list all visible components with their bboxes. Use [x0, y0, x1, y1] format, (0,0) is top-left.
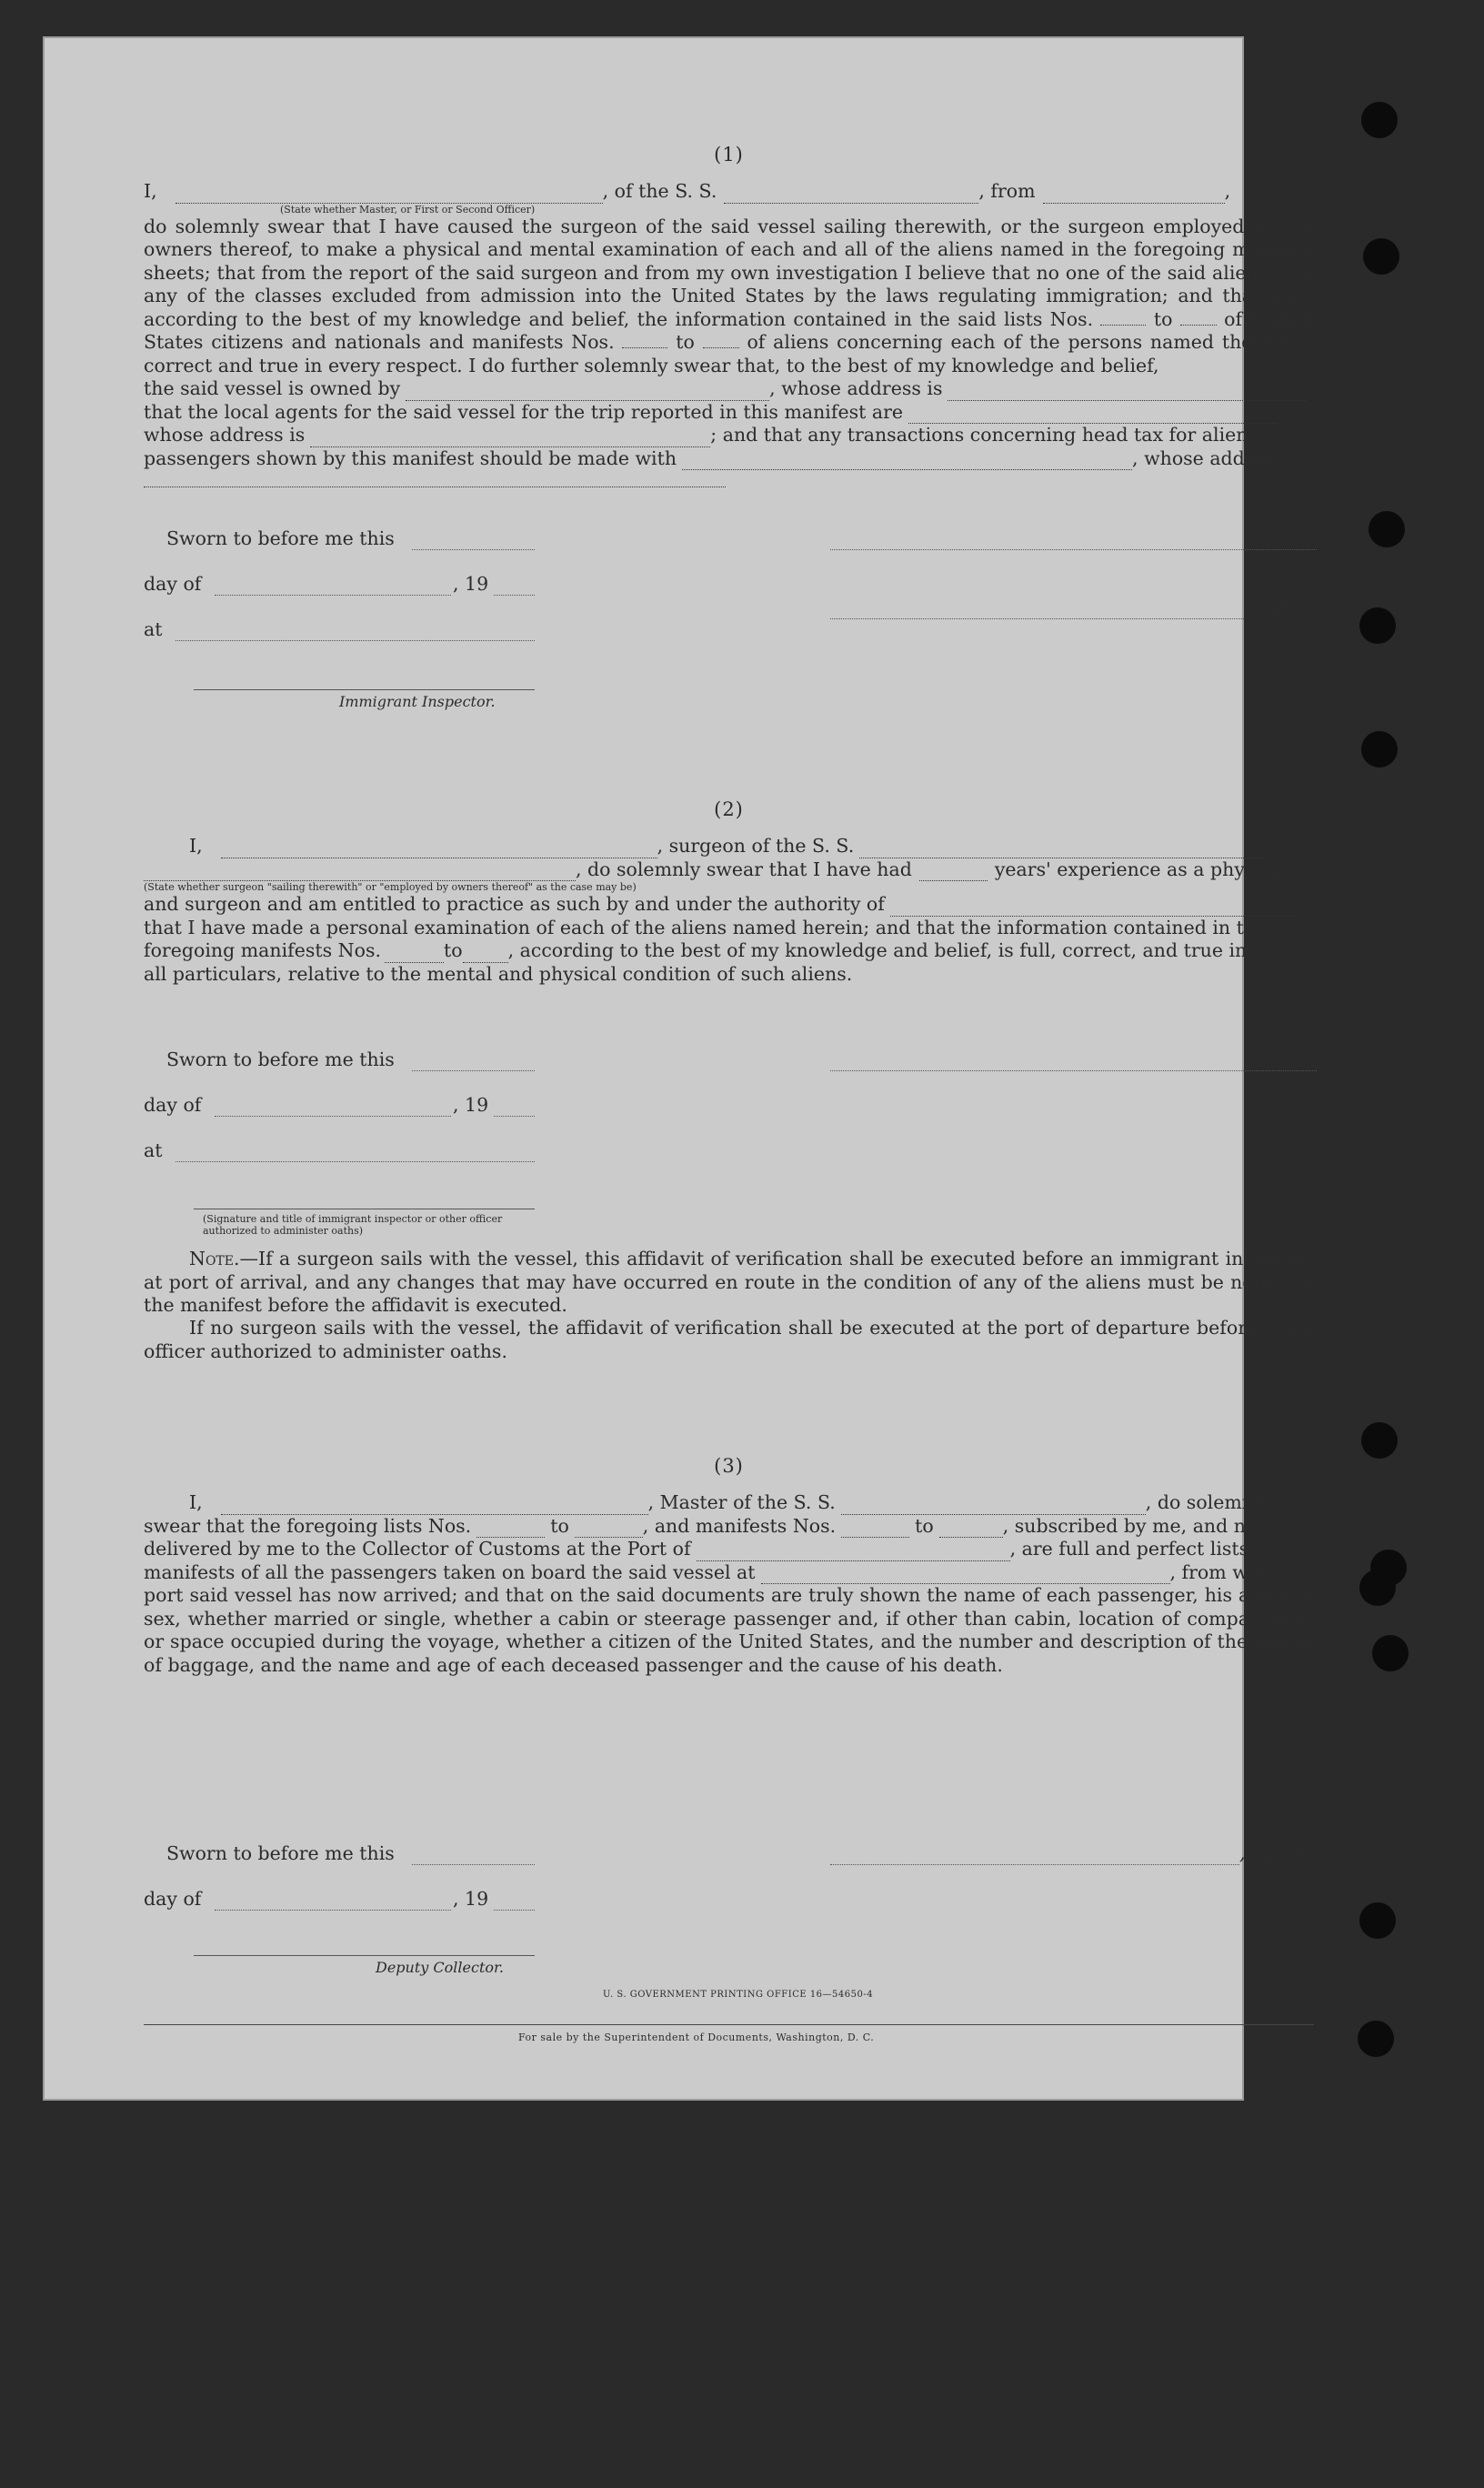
examination-line: [144, 917, 1314, 940]
year-field[interactable]: [494, 1910, 535, 1911]
authority-line: [144, 893, 1314, 917]
text: foregoing manifests Nos.: [144, 939, 381, 961]
agents-field[interactable]: [908, 406, 1277, 424]
sworn-label: Sworn to before me this: [166, 1048, 395, 1070]
surgeon-manifests-from-field[interactable]: [385, 946, 444, 963]
footer-rule: [144, 2024, 1314, 2025]
agent-address-line: [144, 424, 1314, 447]
sworn-label: Sworn to before me this: [166, 527, 395, 549]
vessel-name-field[interactable]: [724, 186, 978, 204]
officer-note: (State whether Master, or First or Second Officer): [280, 203, 536, 216]
at-label: at: [144, 1139, 163, 1161]
note-label: Note.: [189, 1248, 240, 1269]
punch-hole-5: [1361, 731, 1398, 767]
day-of-label: day of: [144, 1094, 202, 1116]
embarkation-field[interactable]: [761, 1567, 1170, 1584]
text: , whose address is: [769, 377, 943, 399]
surgeon-line-2: [144, 858, 1314, 882]
text: to: [676, 331, 695, 353]
punch-hole-11: [1358, 2021, 1394, 2057]
head-tax-line: [144, 447, 1314, 471]
owner-field[interactable]: [406, 384, 769, 401]
inspector-signature-line[interactable]: [194, 689, 535, 690]
text: , are full and perfect lists and: [1009, 1538, 1290, 1560]
text: I,: [189, 835, 203, 857]
text: ,: [1224, 180, 1231, 202]
text: to: [915, 1514, 934, 1537]
text: all particulars, relative to the mental and physical condition of such aliens.: [144, 962, 853, 985]
text: do solemnly swear that I have caused the surgeon of the said vessel sailing therewith, or the surgeon employed by the owners thereof, to make a physical and mental examination of each and all of the aliens named in the foregoing manifest sheets; that from the report of the said surgeon and from my own investigation I believe that no one of the said aliens is of any of the classes excluded from admission into the United States by the laws regulating immigration; and that also, according to the best of my knowledge and belief, the information contained in the said lists Nos.: [144, 215, 1314, 330]
head-tax-address-line: [144, 470, 1314, 487]
text: delivered by me to the Collector of Customs at the Port of: [144, 1538, 691, 1560]
surgeon-signature-line[interactable]: [830, 1070, 1317, 1071]
text: , according to the best of my knowledge and belief, is full, correct, and true in: [507, 939, 1248, 961]
text: to: [443, 939, 463, 961]
punch-hole-4: [1359, 607, 1396, 644]
text: I,: [189, 1491, 203, 1513]
punch-hole-1: [1361, 102, 1398, 138]
officer-title-line[interactable]: [830, 618, 1244, 619]
condition-line: [144, 963, 1314, 987]
inspector-caption: Immigrant Inspector.: [339, 693, 496, 710]
surgeon-vessel-field[interactable]: [859, 841, 1264, 858]
master-manifests-to-field[interactable]: [939, 1520, 1003, 1538]
text: the said vessel is owned by: [144, 377, 401, 399]
signature-note: (Signature and title of immigrant inspector or other officer authorized to administer oaths): [203, 1213, 503, 1237]
at-field[interactable]: [175, 640, 535, 641]
text: to: [550, 1514, 569, 1537]
text: , subscribed by me, and now: [1002, 1514, 1273, 1537]
text: , from which: [1169, 1560, 1289, 1583]
text: I,: [144, 180, 157, 202]
text: years' experience as a physician: [994, 858, 1300, 880]
sworn-date-field[interactable]: [412, 1070, 535, 1071]
text: ;: [1307, 377, 1314, 399]
master-name-field[interactable]: [221, 1498, 648, 1515]
oath-paragraph: [144, 216, 1314, 378]
text: that I have made a personal examination of each of the aliens named herein; and that the information contained in the: [144, 916, 1268, 938]
officer-label: [1244, 597, 1320, 618]
section-number: (1): [714, 144, 744, 166]
text: , Master of the S. S.: [647, 1491, 836, 1513]
punch-hole-2: [1363, 238, 1399, 275]
text: —If a surgeon sails with the vessel, this affidavit of verification shall be executed before an immigrant inspector at port of arrival, and any changes that may have occurred en route in the condition of any of the aliens must be noted on the manifest before the affidavit is executed.: [144, 1248, 1314, 1316]
surgeon-note: (State whether surgeon "sailing therewith" or "employed by owners thereof" as the case may be): [144, 881, 637, 893]
documents-paragraph: port said vessel has now arrived; and that on the said documents are truly shown the name of each passenger, his age and sex, whether married or single, whether a cabin or steerage passenger and, if other than cabin, location of compartment or space occupied during the voyage, whether a citizen of the United States, and the number and description of the pieces of baggage, and the name and age of each deceased passenger and the cause of his death.: [144, 1584, 1314, 1676]
authority-field[interactable]: [890, 899, 1295, 917]
lists-line: [144, 1515, 1314, 1539]
at-label: at: [144, 618, 163, 640]
text: and surgeon and am entitled to practice as such by and under the authority of: [144, 893, 885, 915]
section-number: (2): [714, 798, 744, 820]
year-field[interactable]: [494, 1116, 535, 1117]
surgeon-name-field[interactable]: [221, 841, 657, 858]
sworn-date-field[interactable]: [412, 549, 535, 550]
section-number: (3): [714, 1455, 744, 1477]
text: whose address is: [144, 424, 306, 446]
text: , whose address is: [1132, 446, 1306, 469]
master-lists-to-field[interactable]: [575, 1520, 643, 1538]
text: , of the S. S.: [602, 180, 717, 202]
text: If no surgeon sails with the vessel, the affidavit of verification shall be executed at the port of departure before some officer authorized to administer oaths.: [144, 1317, 1314, 1362]
agent-address-field[interactable]: [310, 430, 710, 447]
manifests-to-field[interactable]: [703, 331, 739, 348]
master-vessel-field[interactable]: [841, 1498, 1146, 1515]
text: of aliens concerning each of the persons named therein is correct and true in every respect. I do further solemnly swear that, to the best of my knowledge and belief,: [144, 331, 1314, 376]
year-field[interactable]: [494, 595, 535, 596]
text: passengers shown by this manifest should be made with: [144, 446, 677, 469]
text: ;: [1294, 893, 1301, 915]
text: of United States citizens and nationals and manifests Nos.: [144, 307, 1314, 353]
master-label: [1239, 1842, 1319, 1864]
text: swear that the foregoing lists Nos.: [144, 1514, 472, 1537]
gpo-imprint: U. S. GOVERNMENT PRINTING OFFICE 16—54650-4: [603, 1990, 874, 2000]
day-of-label: day of: [144, 1888, 202, 1910]
manifests-line: [144, 939, 1314, 963]
surgeon-status-field[interactable]: [144, 864, 576, 881]
punch-hole-10: [1359, 1902, 1396, 1939]
day-of-field[interactable]: [215, 1116, 451, 1117]
sworn-label: Sworn to before me this: [166, 1842, 395, 1864]
text: , from: [978, 180, 1036, 202]
owner-line: [144, 377, 1314, 401]
master-lists-from-field[interactable]: [476, 1520, 545, 1538]
year-label: , 19: [453, 1888, 489, 1910]
master-line: [144, 1491, 1314, 1515]
text: , and manifests Nos.: [642, 1514, 837, 1537]
year-label: , 19: [453, 1094, 489, 1116]
punch-hole-3: [1369, 511, 1405, 547]
text: ; and that any transactions concerning head tax for alien: [710, 424, 1248, 446]
master-line: [144, 180, 1314, 204]
day-of-label: day of: [144, 573, 202, 595]
text: to: [1153, 307, 1173, 330]
collector-caption: Deputy Collector.: [376, 1959, 504, 1976]
from-port-field[interactable]: [1043, 186, 1225, 204]
head-tax-address-field[interactable]: [144, 470, 726, 487]
sale-notice: For sale by the Superintendent of Documents, Washington, D. C.: [518, 2032, 875, 2043]
owner-address-field[interactable]: [948, 384, 1307, 401]
agents-line: [144, 401, 1314, 425]
officer-signature-line[interactable]: [830, 549, 1317, 550]
text: ,: [1277, 400, 1283, 423]
note-paragraph: [144, 1248, 1314, 1318]
text: , do solemnly swear that I have had: [576, 858, 912, 880]
master-manifests-from-field[interactable]: [841, 1520, 909, 1538]
manifests-from-field[interactable]: [622, 331, 667, 348]
punch-hole-9: [1372, 1635, 1409, 1671]
text: ,: [1264, 835, 1270, 857]
officer-name-field[interactable]: [175, 186, 603, 204]
surgeon-line: [144, 835, 1314, 858]
text: , Master: [1239, 1842, 1319, 1864]
collector-signature-line[interactable]: [194, 1955, 535, 1956]
punch-hole-6: [1361, 1422, 1398, 1459]
text: that the local agents for the said vessel for the trip reported in this manifest are: [144, 400, 904, 423]
day-of-field[interactable]: [215, 1910, 451, 1911]
text: manifests of all the passengers taken on board the said vessel at: [144, 1560, 756, 1583]
section-2: [144, 798, 1314, 1362]
text: , do solemnly: [1145, 1491, 1271, 1513]
sworn-date-field[interactable]: [412, 1864, 535, 1865]
text: , surgeon of the S. S.: [657, 835, 855, 857]
year-label: , 19: [453, 573, 489, 595]
port-line: [144, 1538, 1314, 1561]
surgeon-manifests-to-field[interactable]: [463, 946, 508, 963]
section-3: [144, 1455, 1319, 2043]
head-tax-contact-field[interactable]: [682, 453, 1132, 470]
port-field[interactable]: [697, 1544, 1010, 1561]
punch-hole-8: [1359, 1570, 1396, 1606]
section-1: [144, 144, 1321, 710]
lists-from-field[interactable]: [1100, 308, 1146, 326]
lists-to-field[interactable]: [1180, 308, 1217, 326]
note-paragraph-2: [144, 1317, 1314, 1363]
embarkation-line: [144, 1561, 1314, 1585]
day-of-field[interactable]: [215, 595, 451, 596]
at-field[interactable]: [175, 1161, 535, 1162]
text: , Officer: [1244, 597, 1321, 618]
master-signature-line[interactable]: [830, 1864, 1239, 1865]
years-experience-field[interactable]: [919, 864, 988, 881]
